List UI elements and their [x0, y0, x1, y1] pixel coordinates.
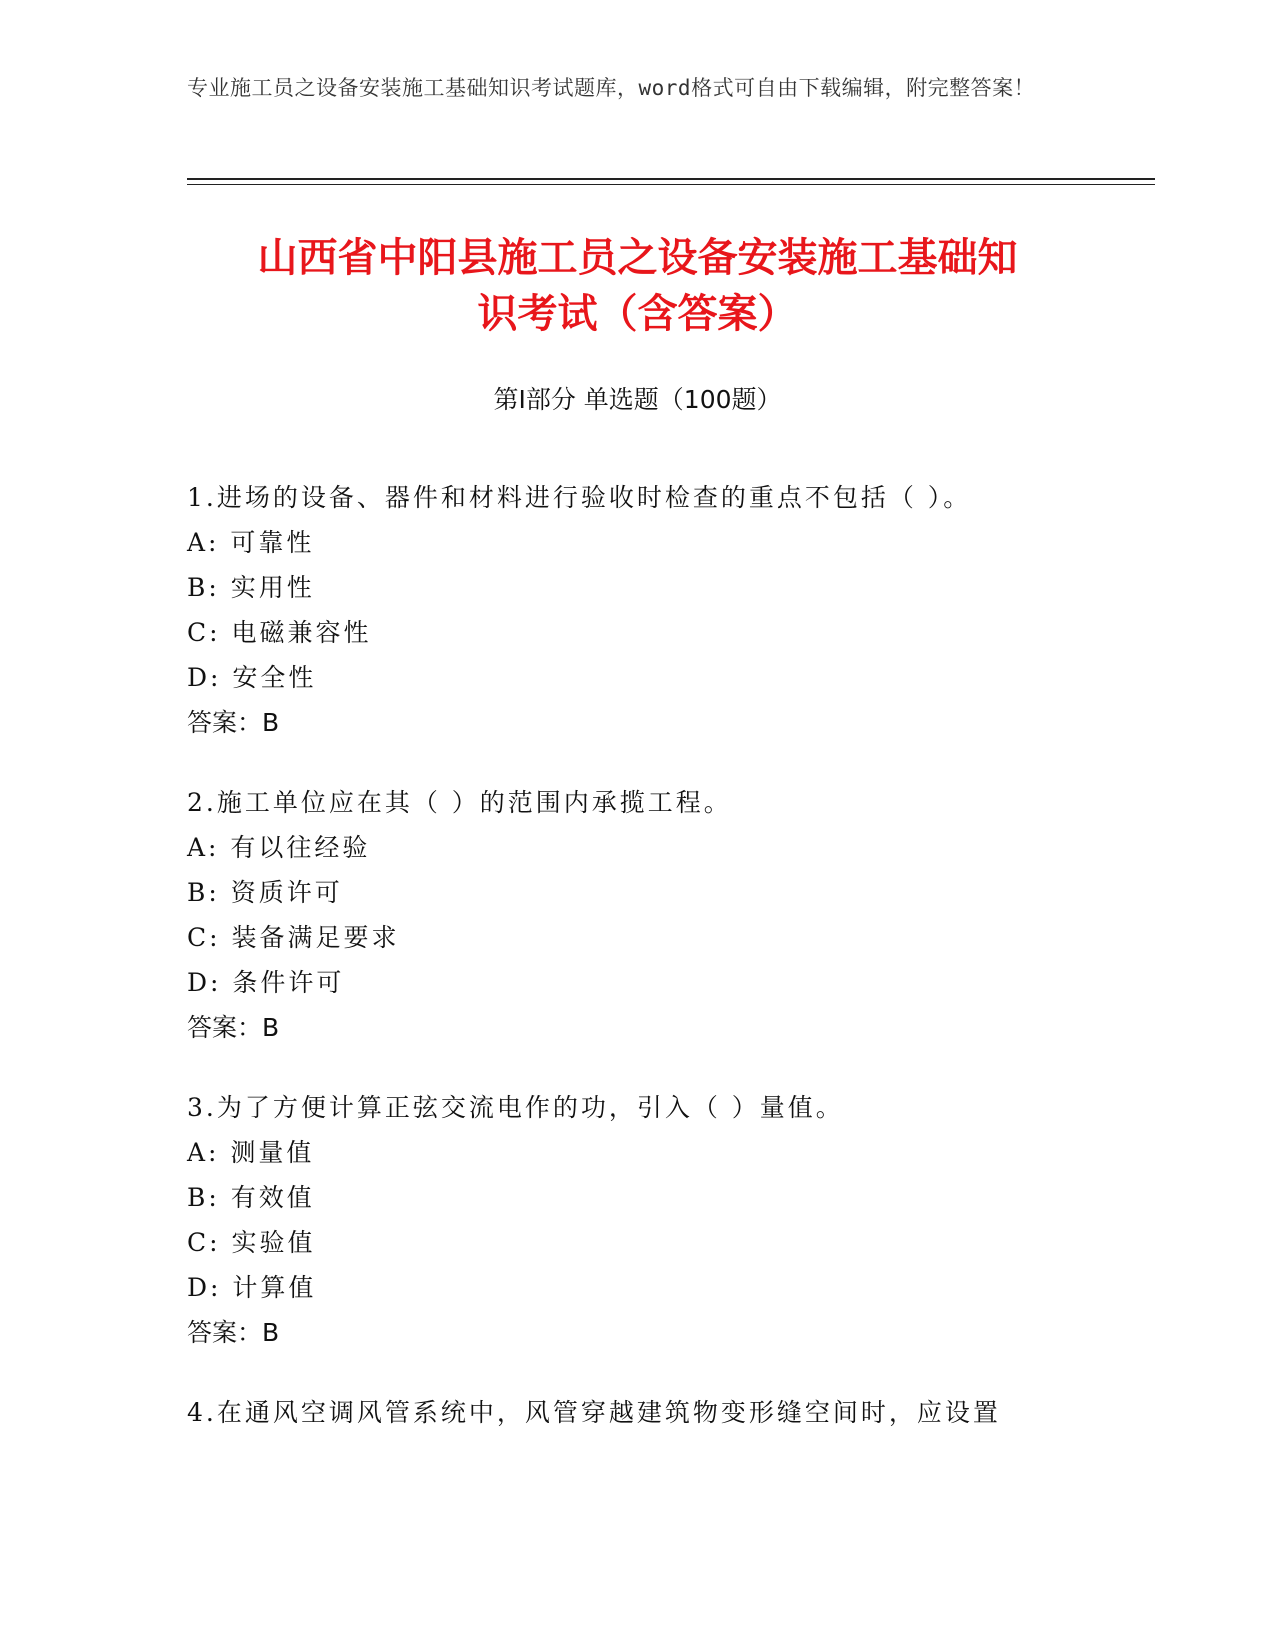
option-c: C: 装备满足要求: [187, 923, 400, 952]
option-b: B: 资质许可: [187, 878, 343, 907]
title-line-2: 识考试（含答案）: [477, 291, 798, 337]
option-d: D: 计算值: [187, 1273, 317, 1302]
option-a: A: 有以往经验: [187, 833, 371, 862]
title-line-1: 山西省中阳县施工员之设备安装施工基础知: [257, 235, 1018, 281]
question-4: [187, 1390, 1107, 1435]
section-title: 第Ⅰ部分 单选题（100题）: [493, 385, 782, 414]
option-c: C: 实验值: [187, 1228, 316, 1257]
question-stem: 2.施工单位应在其（ ）的范围内承揽工程。: [187, 788, 732, 817]
option-c: C: 电磁兼容性: [187, 618, 372, 647]
option-d: D: 条件许可: [187, 968, 345, 997]
option-a: A: 可靠性: [187, 528, 315, 557]
option-d: D: 安全性: [187, 663, 317, 692]
header-rule-thick: [187, 178, 1155, 180]
question-1: [187, 475, 1107, 745]
question-2: [187, 780, 1107, 1050]
option-a: A: 测量值: [187, 1138, 315, 1167]
question-stem: 1.进场的设备、器件和材料进行验收时检查的重点不包括（ ）。: [187, 483, 972, 512]
option-b: B: 有效值: [187, 1183, 315, 1212]
answer: 答案：B: [187, 1013, 280, 1042]
header-rule-thin: [187, 184, 1155, 185]
answer: 答案：B: [187, 708, 280, 737]
question-list: [187, 475, 1107, 1470]
question-stem: 3.为了方便计算正弦交流电作的功，引入（ ）量值。: [187, 1093, 844, 1122]
question-3: [187, 1085, 1107, 1355]
question-stem: 4.在通风空调风管系统中，风管穿越建筑物变形缝空间时，应设置: [187, 1398, 1001, 1427]
option-b: B: 实用性: [187, 573, 315, 602]
answer: 答案：B: [187, 1318, 280, 1347]
document-title: [160, 230, 1115, 342]
header-note: 专业施工员之设备安装施工基础知识考试题库，word格式可自由下载编辑，附完整答案！: [187, 76, 1036, 100]
